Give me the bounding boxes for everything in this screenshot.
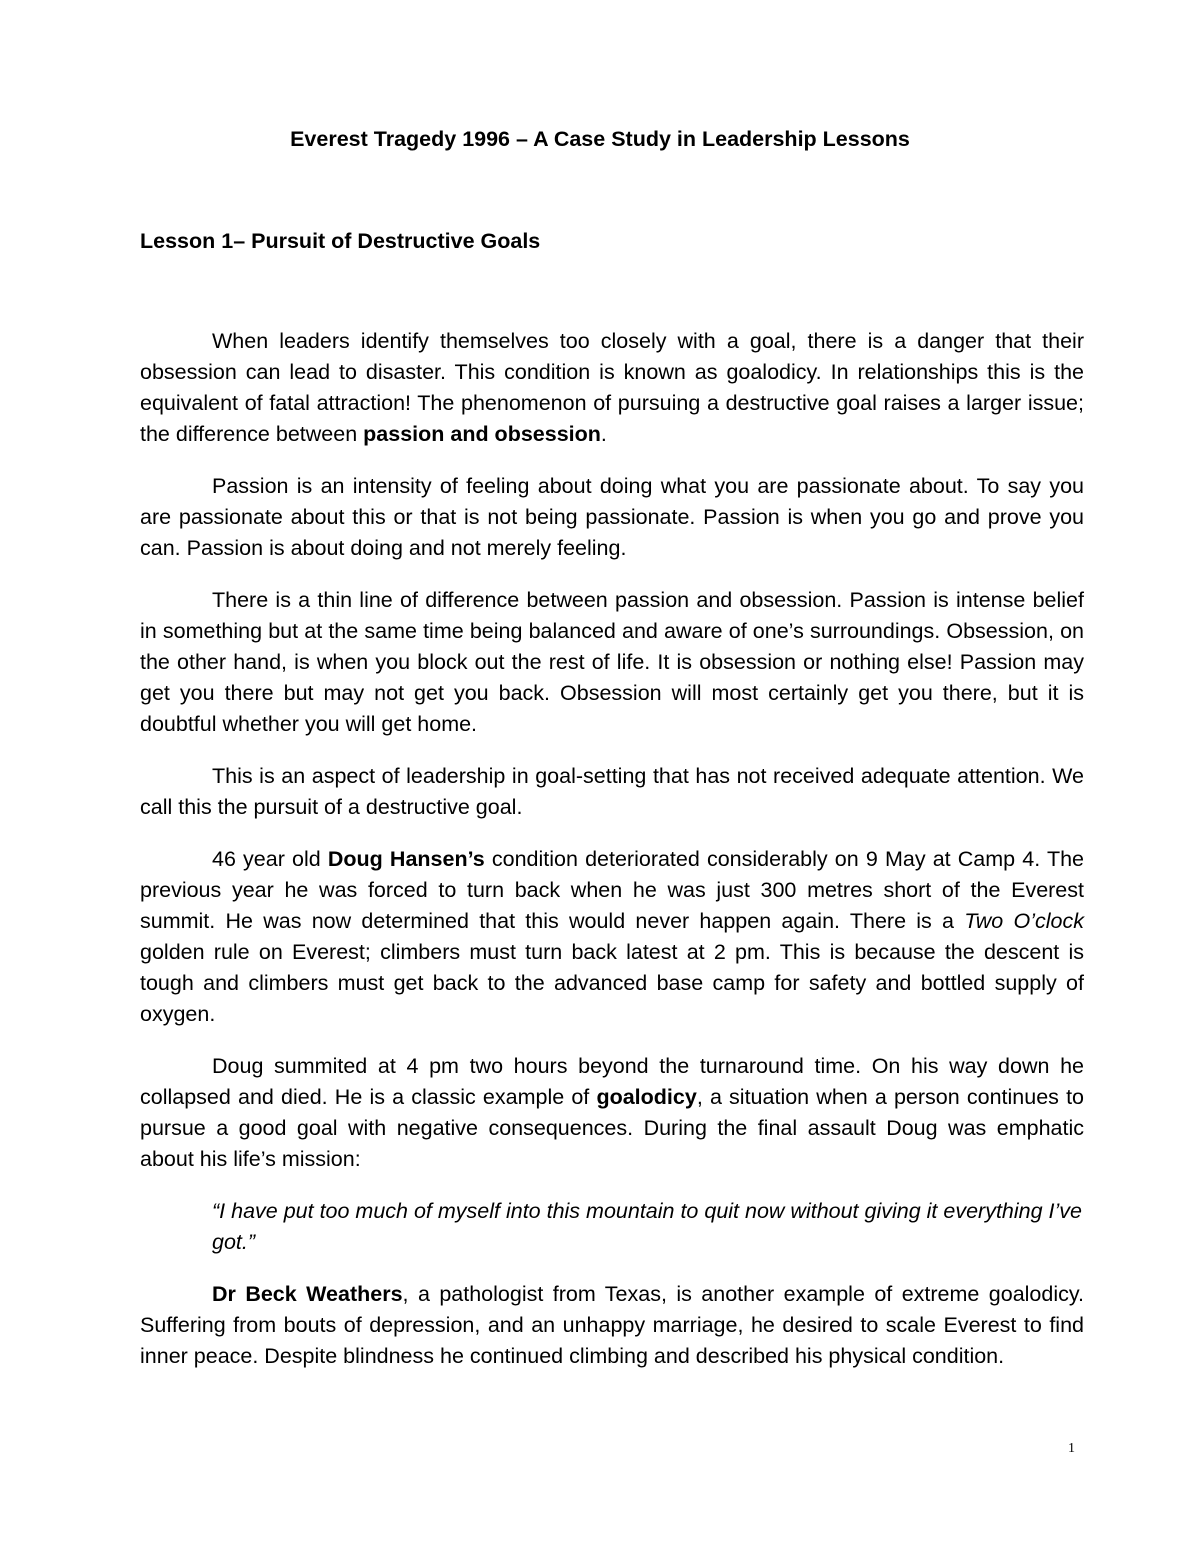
doug-quote: “I have put too much of myself into this mountain to quit now without giving it everything I’ve got.” <box>212 1199 1083 1254</box>
paragraph-text: When leaders identify themselves too closely with a goal, there is a danger that their obsession can lead to disaster. This condition is known as goalodicy. In relationships this is the equivalent of fatal attraction! The phenomenon of pursuing a destructive goal raises a larger issue; the difference between <box>140 329 1084 446</box>
paragraph-passion-vs-obsession: There is a thin line of difference between passion and obsession. Passion is intense belief in something but at the same time being balanced and aware of one’s surroundings. Obsession, on the other hand, is when you block out the rest of life. It is obsession or nothing else! Passion may get you there but may not get you back. Obsession will most certainly get you there, but it is doubtful whether you will get home. <box>140 588 1084 736</box>
bold-term: goalodicy <box>596 1085 697 1109</box>
paragraph-text: , a pathologist from Texas, is another example of extreme goalodicy. Suffering from bouts of depression, and an unhappy marriage, he desired to scale Everest to find inner peace. Despite blindness he continued climbing and described his physical condition. <box>140 1282 1084 1368</box>
document-body <box>140 326 1084 1393</box>
paragraph-text: . <box>600 422 607 446</box>
paragraph-doug-hansen <box>140 844 1084 1030</box>
paragraph-text: 46 year old <box>212 847 328 871</box>
paragraph-passion-definition: Passion is an intensity of feeling about doing what you are passionate about. To say you are passionate about this or that is not being passionate. Passion is when you go and prove you can. Passion is about doing and not merely feeling. <box>140 474 1084 560</box>
lesson-heading: Lesson 1– Pursuit of Destructive Goals <box>140 229 541 253</box>
paragraph-destructive-goal: This is an aspect of leadership in goal-setting that has not received adequate attention. We call this the pursuit of a destructive goal. <box>140 764 1084 819</box>
paragraph-text: , a situation when a person continues to pursue a good goal with negative consequences. During the final assault Doug was emphatic about his life’s mission: <box>140 1085 1084 1171</box>
paragraph-beck-weathers <box>140 1279 1084 1372</box>
paragraph-goalodicy-intro <box>140 326 1084 450</box>
bold-name: Dr Beck Weathers <box>212 1282 403 1306</box>
bold-phrase: passion and obsession <box>363 422 601 446</box>
bold-name: Doug Hansen’s <box>327 847 485 871</box>
paragraph-text: condition deteriorated considerably on 9 May at Camp 4. The previous year he was forced to turn back when he was just 300 metres short of the Everest summit. He was now determined that this would never happen again. There is a <box>140 847 1085 933</box>
page-number: 1 <box>1068 1441 1075 1456</box>
paragraph-text: golden rule on Everest; climbers must turn back latest at 2 pm. This is because the descent is tough and climbers must get back to the advanced base camp for safety and bottled supply of oxygen. <box>140 940 1084 1026</box>
italic-phrase: Two O’clock <box>964 909 1084 933</box>
paragraph-doug-summit <box>140 1051 1084 1175</box>
document-title: Everest Tragedy 1996 – A Case Study in Leadership Lessons <box>290 127 910 151</box>
paragraph-text: Doug summited at 4 pm two hours beyond the turnaround time. On his way down he collapsed and died. He is a classic example of <box>140 1054 1084 1109</box>
